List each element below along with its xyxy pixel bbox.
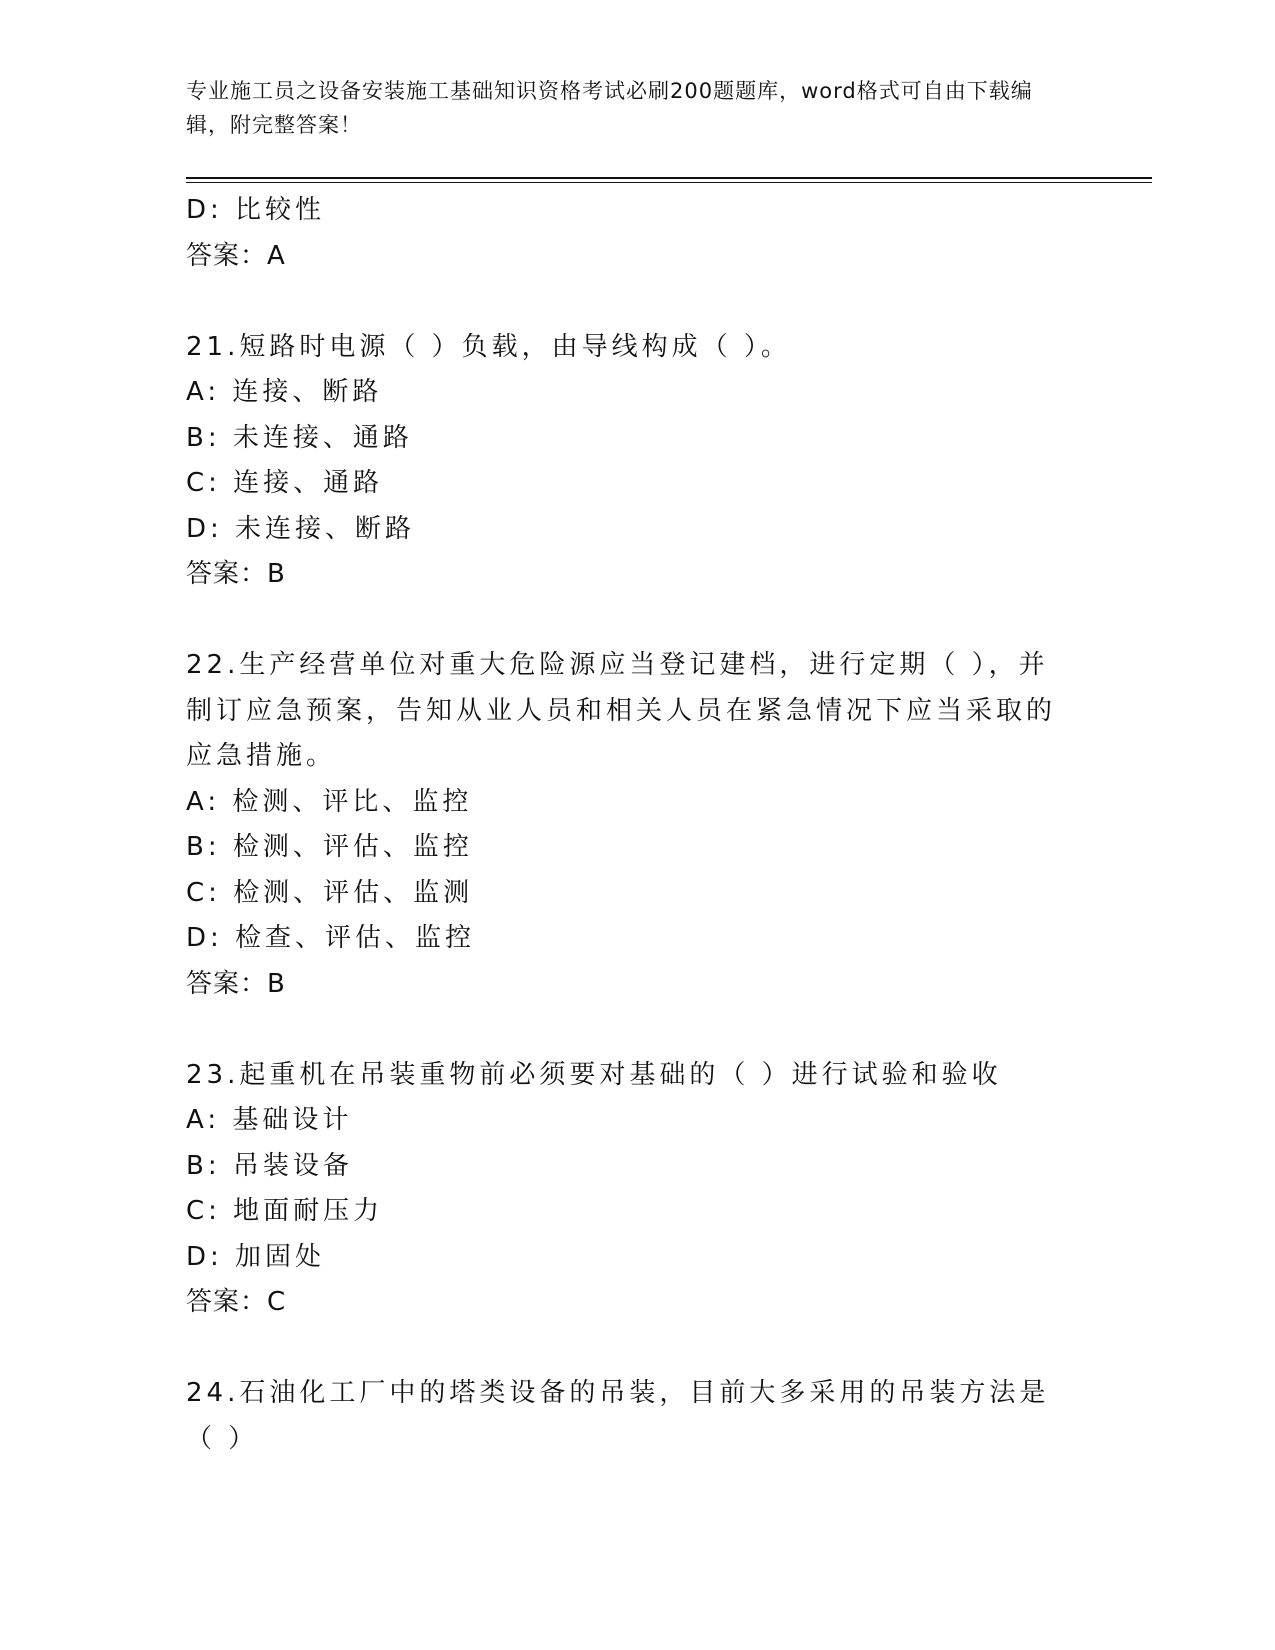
document-header-title: 专业施工员之设备安装施工基础知识资格考试必刷200题题库，word格式可自由下载编辑，附完整答案！	[186, 79, 1033, 137]
option-b: B: 检测、评估、监控	[186, 832, 473, 862]
option-c: C: 地面耐压力	[186, 1196, 384, 1226]
question-stem: 21.短路时电源（ ）负载，由导线构成（ ）。	[186, 331, 791, 362]
question-23	[186, 1053, 1066, 1326]
option-c: C: 连接、通路	[186, 468, 384, 498]
prev-option-d: D: 比较性	[186, 195, 326, 225]
answer: 答案：C	[186, 1287, 287, 1317]
option-b: B: 未连接、通路	[186, 422, 413, 453]
question-stem: 22.生产经营单位对重大危险源应当登记建档，进行定期（ ），并制订应急预案，告知从业人员和相关人员在紧急情况下应当采取的应急措施。	[186, 650, 1057, 771]
option-a: A: 检测、评比、监控	[186, 786, 473, 817]
spacer	[186, 1007, 1066, 1053]
question-stem: 23.起重机在吊装重物前必须要对基础的（ ）进行试验和验收	[186, 1059, 1002, 1090]
question-21	[186, 325, 1066, 598]
question-24	[186, 1371, 1066, 1462]
spacer	[186, 598, 1066, 644]
question-stem: 24.石油化工厂中的塔类设备的吊装，目前大多采用的吊装方法是（ ）	[186, 1378, 1050, 1454]
header-divider-thick	[186, 177, 1152, 179]
prev-answer: 答案：A	[186, 240, 286, 271]
header-divider-thin	[186, 182, 1152, 183]
spacer	[186, 1326, 1066, 1372]
answer: 答案：B	[186, 968, 286, 999]
option-a: A: 基础设计	[186, 1105, 353, 1135]
answer: 答案：B	[186, 559, 286, 589]
option-d: D: 未连接、断路	[186, 513, 416, 544]
option-c: C: 检测、评估、监测	[186, 877, 474, 908]
option-b: B: 吊装设备	[186, 1150, 353, 1181]
option-d: D: 加固处	[186, 1241, 326, 1272]
option-d: D: 检查、评估、监控	[186, 923, 476, 953]
option-a: A: 连接、断路	[186, 377, 383, 407]
spacer	[186, 279, 1066, 325]
question-22	[186, 643, 1066, 1007]
question-list	[186, 188, 1066, 1462]
